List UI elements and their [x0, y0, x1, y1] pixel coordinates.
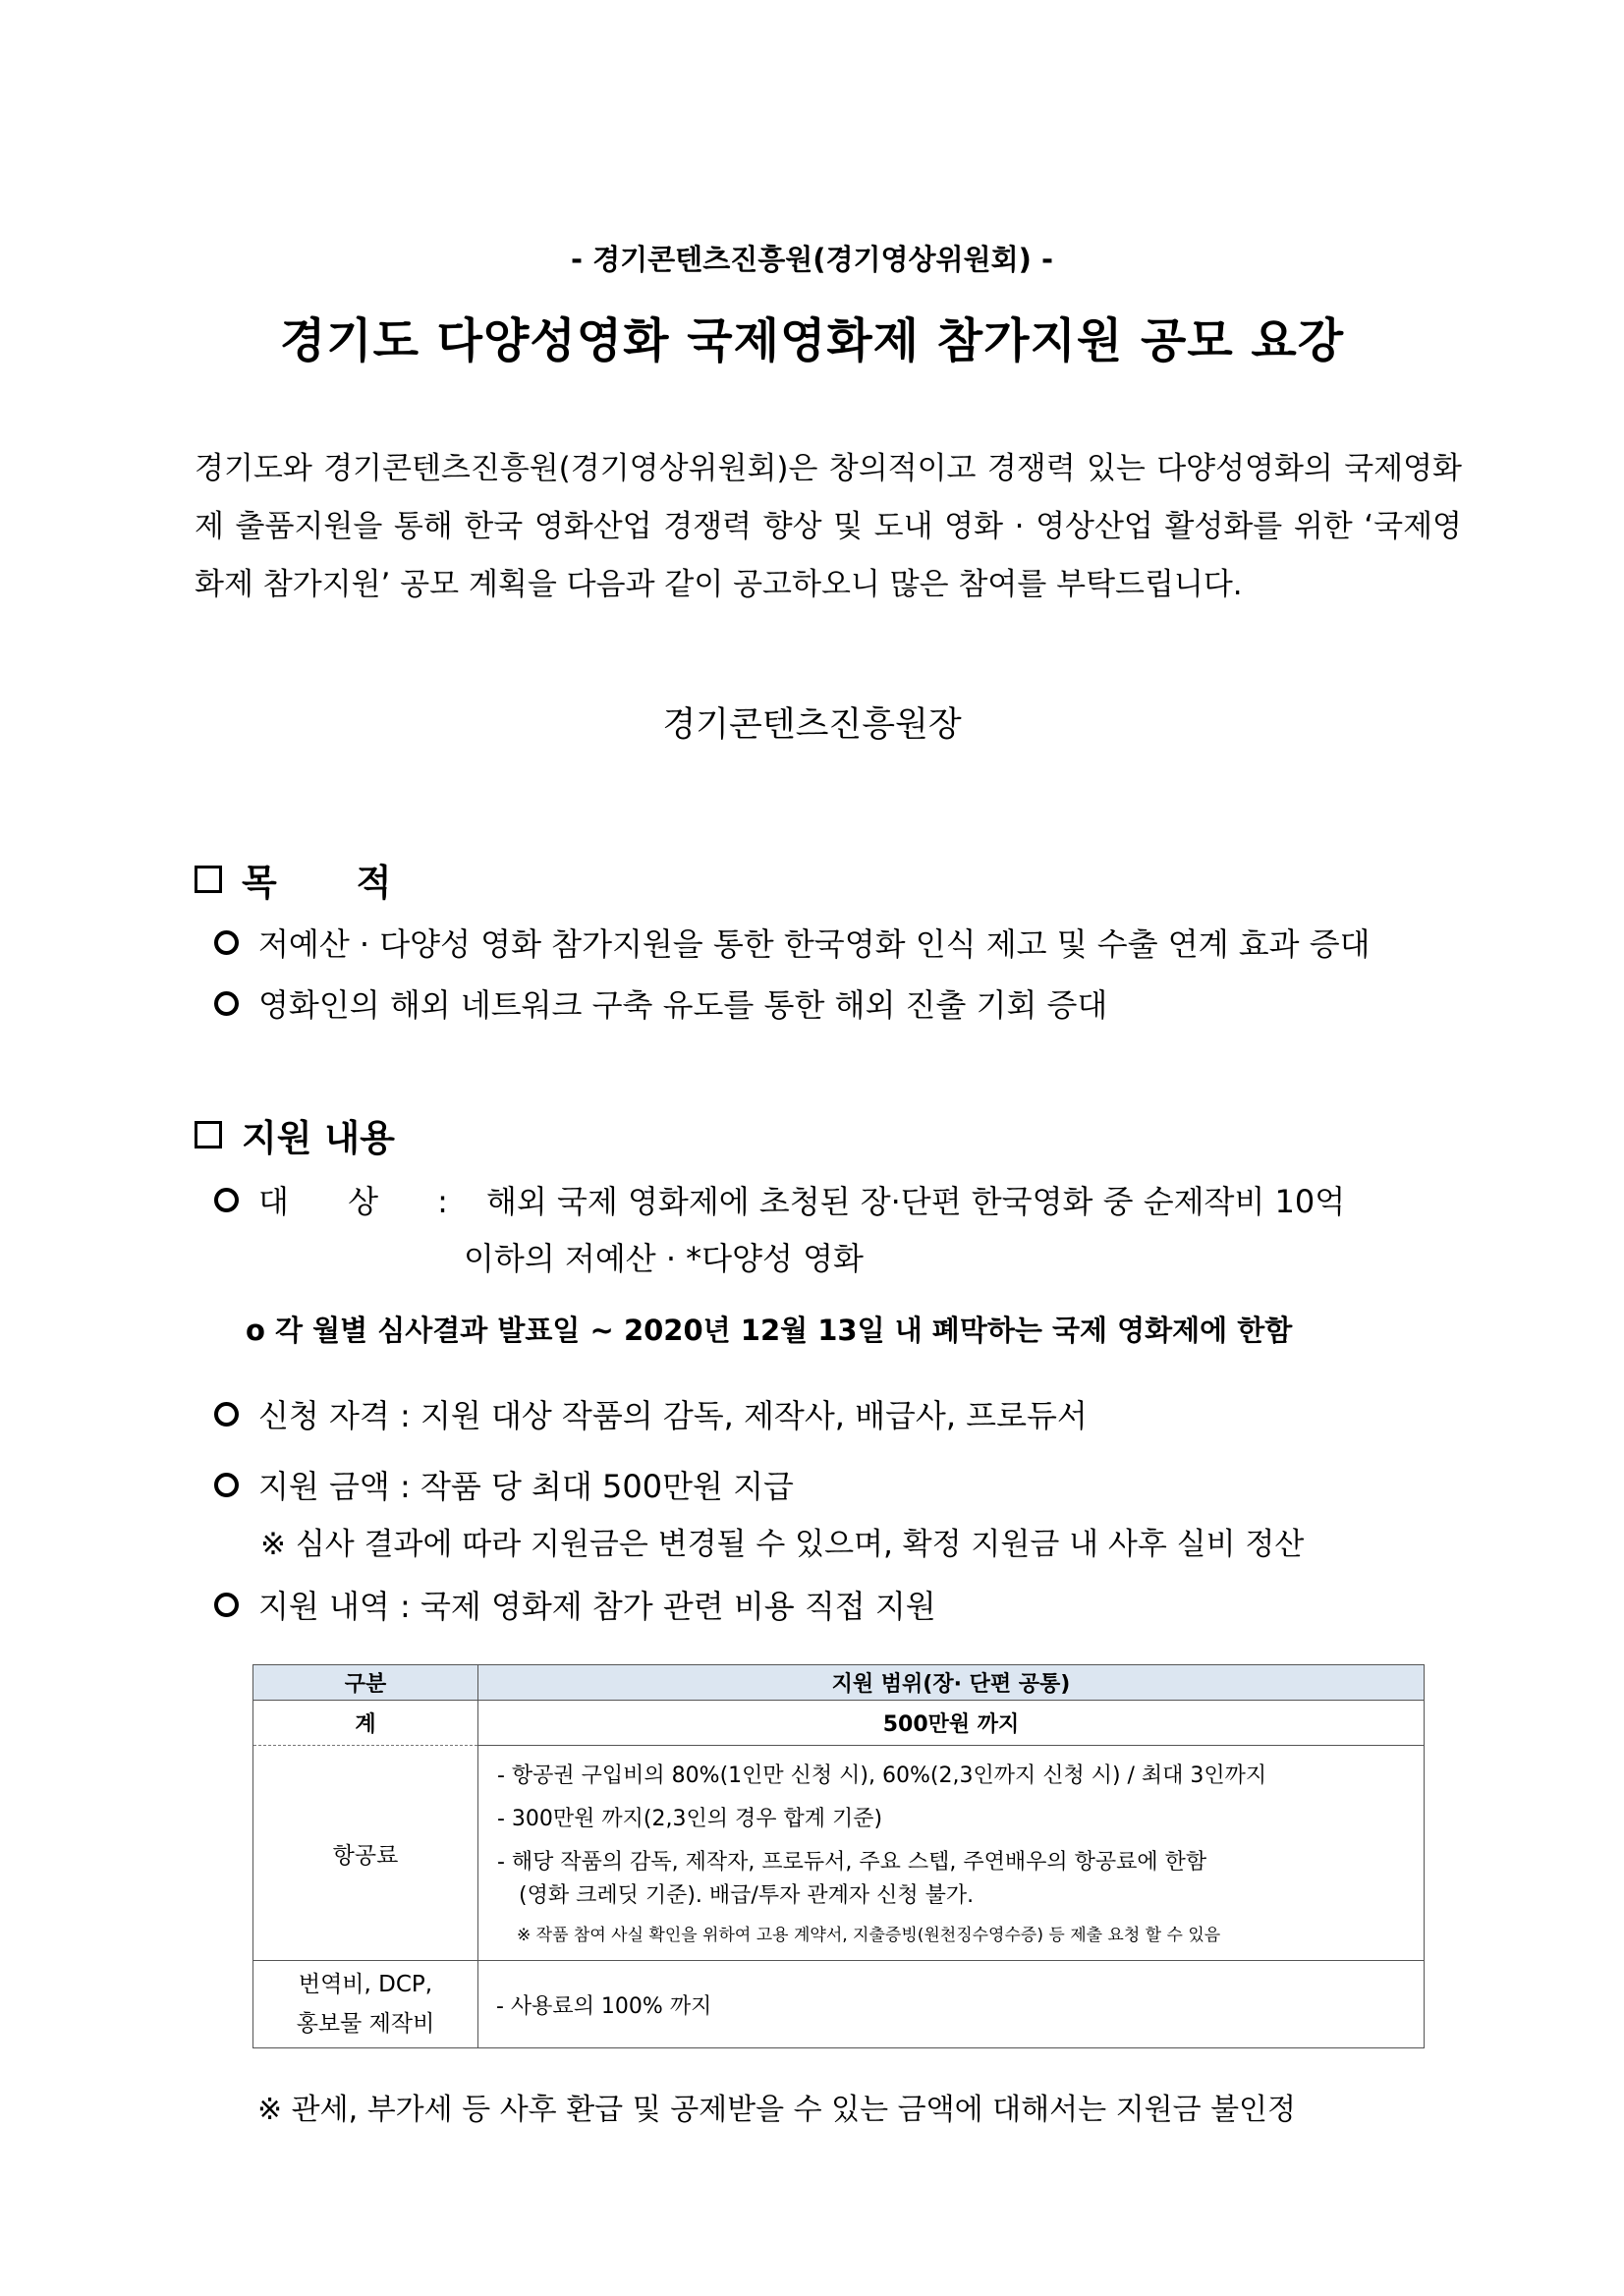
intro-paragraph: 경기도와 경기콘텐츠진흥원(경기영상위원회)은 창의적이고 경쟁력 있는 다양성영화의 국제영화제 출품지원을 통해 한국 영화산업 경쟁력 향상 및 도내 영화 · 영상산업 활성화를 위한 ‘국제영화제 참가지원’ 공모 계획을 다음과 같이 공고하오니 많은 참여를 부탁드립니다. — [195, 451, 1462, 602]
amount-note: ※ 심사 결과에 따라 지원금은 변경될 수 있으며, 확정 지원금 내 사후 실비 정산 — [260, 1527, 1305, 1562]
misc-value: - 사용료의 100% 까지 — [478, 1961, 1425, 2048]
circle-bullet-icon — [214, 1593, 239, 1617]
target-label: 대 상 : — [258, 1183, 448, 1220]
square-bullet-icon — [195, 1121, 222, 1148]
support-scope-table — [252, 1664, 1425, 2048]
details-item: 지원 내역 : 국제 영화제 참가 관련 비용 직접 지원 — [214, 1582, 936, 1627]
footnote: ※ 관세, 부가세 등 사후 환급 및 공제받을 수 있는 금액에 대해서는 지원금 불인정 — [257, 2093, 1297, 2127]
table-row — [253, 1961, 1425, 2048]
circle-bullet-icon — [214, 1188, 239, 1212]
table-header-row — [253, 1665, 1425, 1701]
target-line-1: 해외 국제 영화제에 초청된 장·단편 한국영화 중 순제작비 10억 — [486, 1183, 1346, 1220]
section-title: 목 적 — [242, 862, 425, 904]
amount-item: 지원 금액 : 작품 당 최대 500만원 지급 — [214, 1462, 794, 1507]
organization-subtitle: - 경기콘텐츠진흥원(경기영상위원회) - — [571, 243, 1053, 276]
circle-bullet-icon — [214, 991, 239, 1016]
circle-bullet-icon — [214, 1402, 239, 1427]
signature: 경기콘텐츠진흥원장 — [662, 705, 962, 745]
total-label: 계 — [253, 1701, 478, 1746]
airfare-item: - 항공권 구입비의 80%(1인만 신청 시), 60%(2,3인까지 신청 시) / 최대 3인까지 — [497, 1764, 1267, 1788]
section-purpose-heading — [195, 853, 424, 906]
airfare-label: 항공료 — [253, 1746, 478, 1961]
section-support-heading — [195, 1108, 395, 1161]
column-header: 구분 — [253, 1665, 478, 1701]
airfare-item-continued: (영화 크레딧 기준). 배급/투자 관계자 신청 불가. — [519, 1883, 975, 1908]
airfare-item: - 해당 작품의 감독, 제작자, 프로듀서, 주요 스텝, 주연배우의 항공료에 한함 — [497, 1850, 1207, 1875]
square-bullet-icon — [195, 866, 222, 893]
list-item: 영화인의 해외 네트워크 구축 유도를 통한 해외 진출 기회 증대 — [214, 980, 1107, 1026]
airfare-details — [478, 1746, 1425, 1961]
target-item — [214, 1177, 1345, 1222]
total-value: 500만원 까지 — [478, 1701, 1425, 1746]
column-header: 지원 범위(장· 단편 공통) — [478, 1665, 1425, 1701]
circle-bullet-icon — [214, 930, 239, 955]
misc-label: 번역비, DCP, 홍보물 제작비 — [253, 1961, 478, 2048]
list-item: 저예산 · 다양성 영화 참가지원을 통한 한국영화 인식 제고 및 수출 연계 효과 증대 — [214, 920, 1371, 965]
table-row — [253, 1746, 1425, 1961]
circle-bullet-icon — [214, 1473, 239, 1497]
section-title: 지원 내용 — [242, 1117, 395, 1159]
target-line-2: 이하의 저예산 · *다양성 영화 — [464, 1240, 864, 1277]
table-row — [253, 1701, 1425, 1746]
target-note: o 각 월별 심사결과 발표일 ~ 2020년 12월 13일 내 폐막하는 국제 영화제에 한함 — [246, 1314, 1293, 1347]
airfare-item: - 300만원 까지(2,3인의 경우 합계 기준) — [497, 1807, 883, 1831]
airfare-note: ※ 작품 참여 사실 확인을 위하여 고용 계약서, 지출증빙(원천징수영수증) 등 제출 요청 할 수 있음 — [517, 1926, 1221, 1945]
document-title: 경기도 다양성영화 국제영화제 참가지원 공모 요강 — [279, 313, 1345, 368]
eligibility-item: 신청 자격 : 지원 대상 작품의 감독, 제작사, 배급사, 프로듀서 — [214, 1391, 1088, 1436]
